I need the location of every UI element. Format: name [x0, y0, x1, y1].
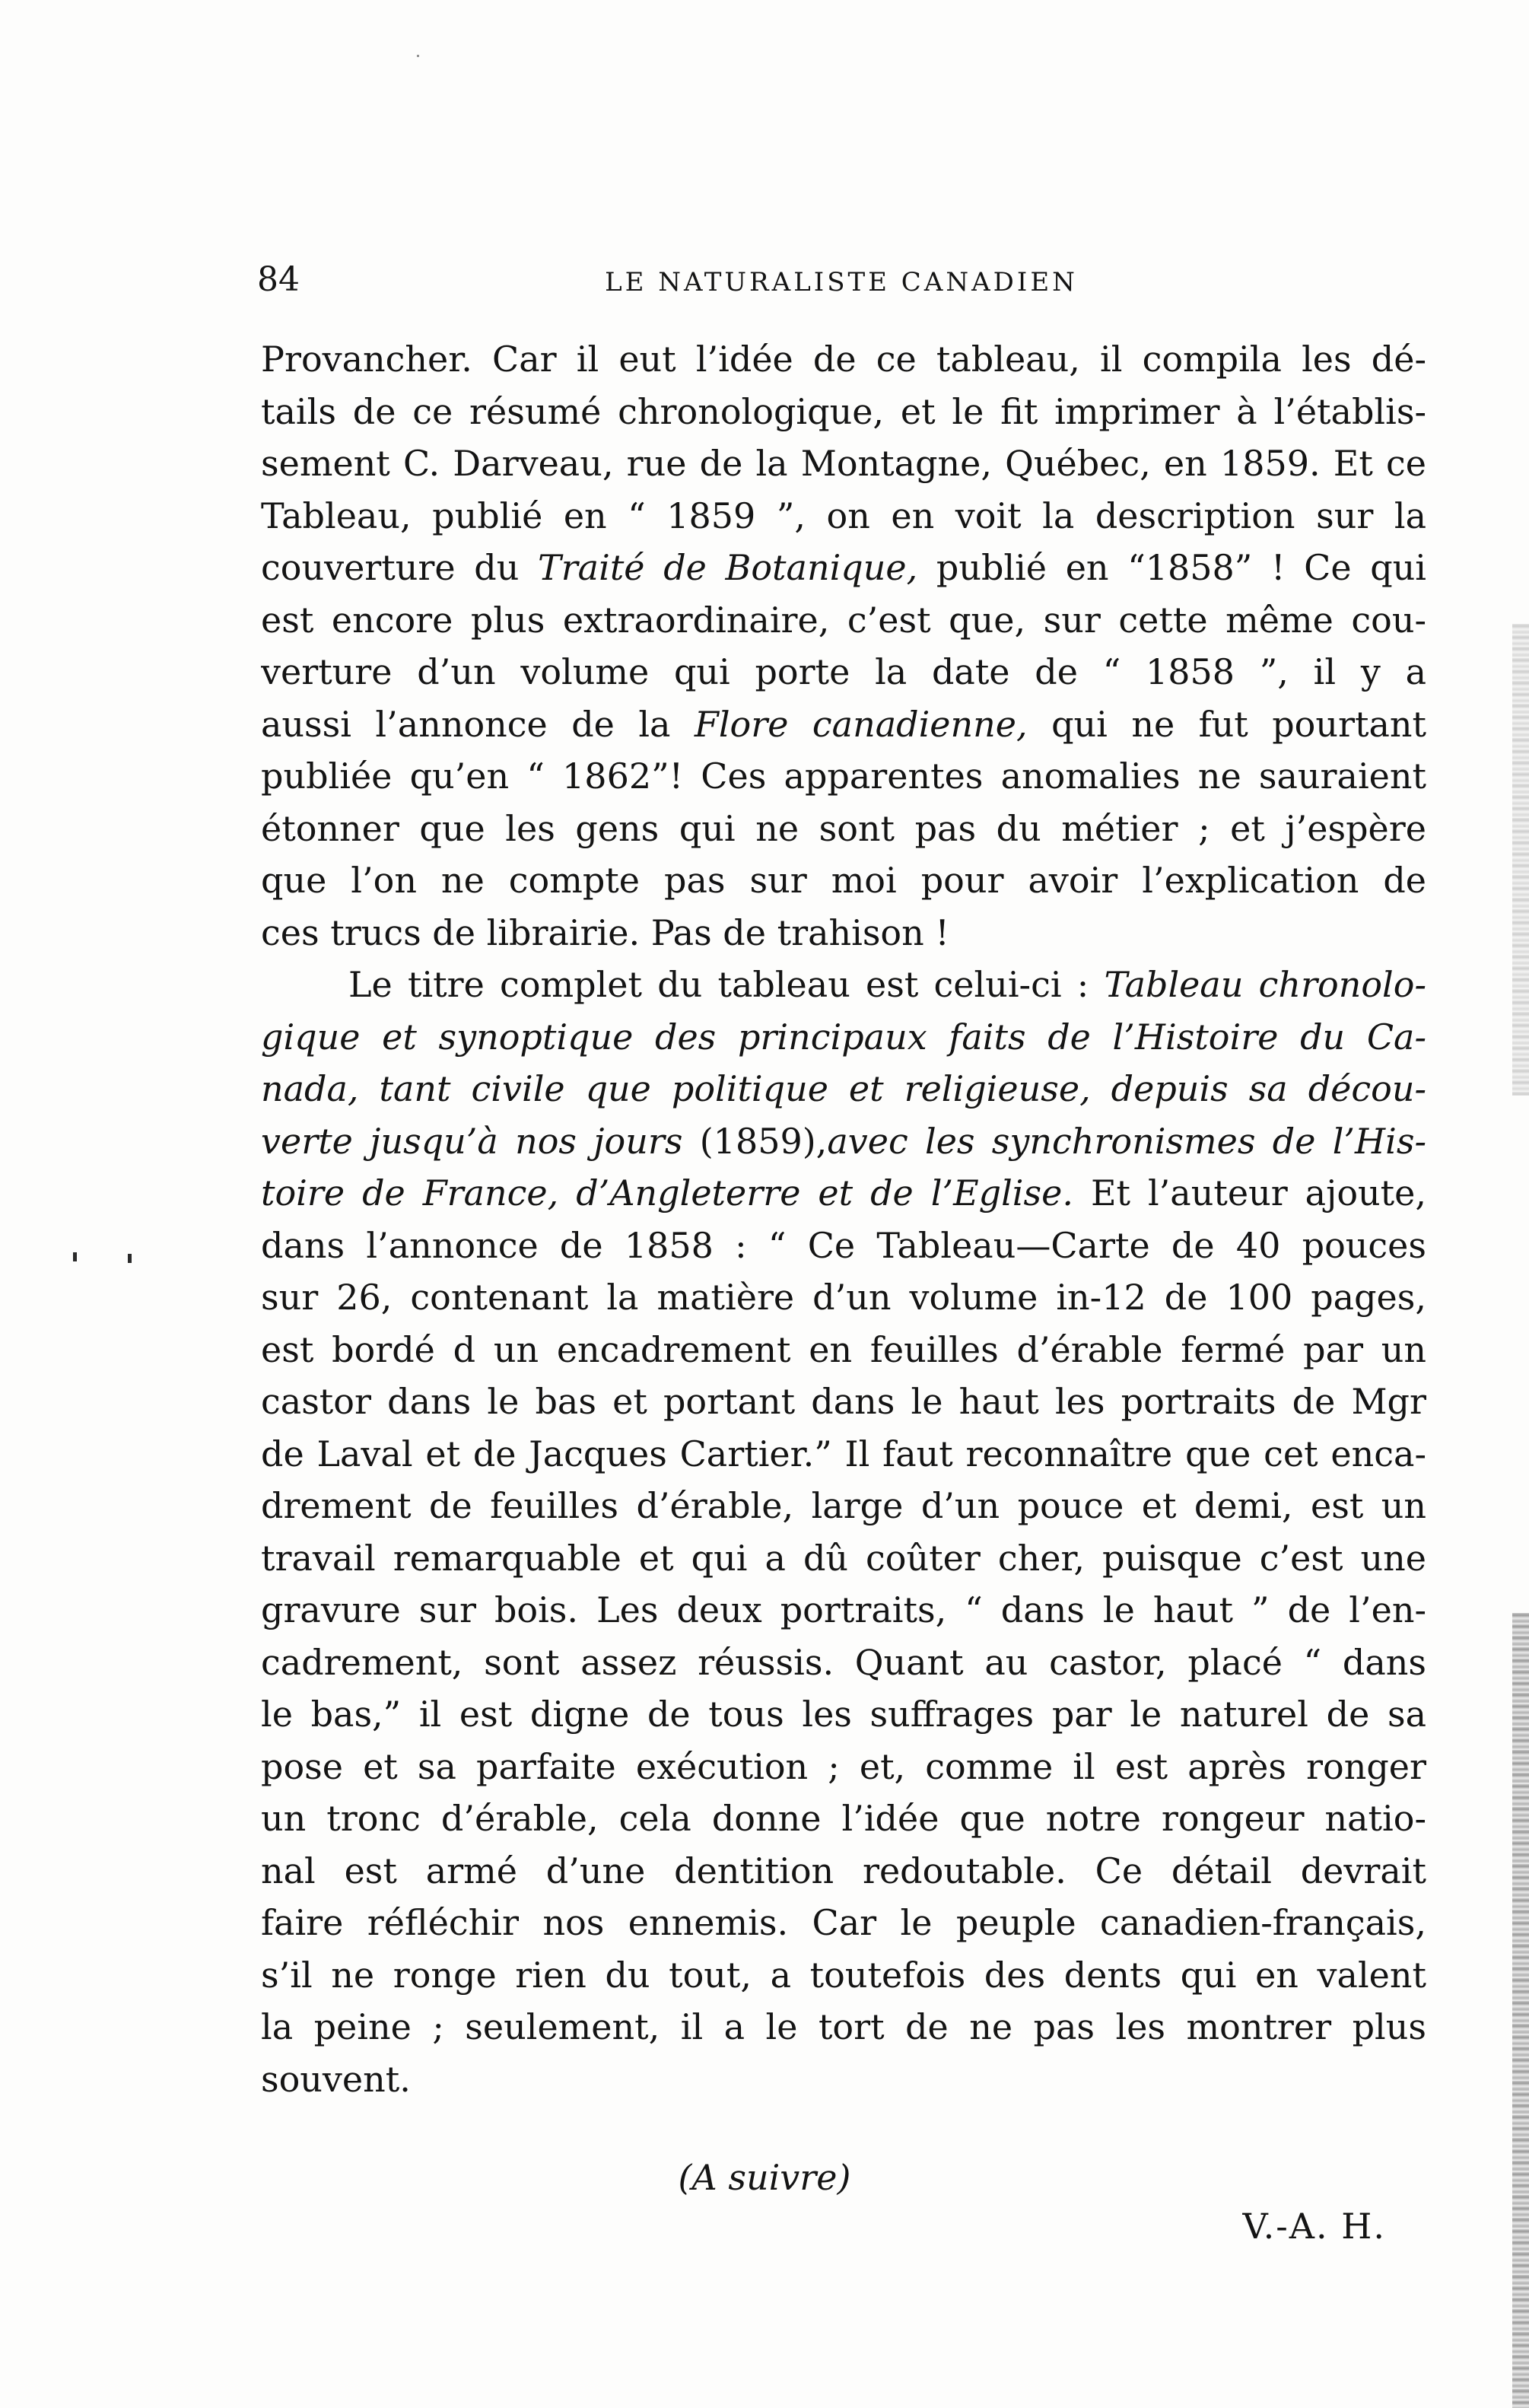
page-edge-shadow	[1512, 1613, 1529, 2408]
text-run: gravure sur bois. Les deux portraits, “ dans le haut ” de l’en-	[261, 1589, 1426, 1630]
text-line	[261, 333, 1426, 386]
body-text	[261, 333, 1426, 2105]
text-line	[261, 1220, 1426, 1272]
text-run: cadrement, sont assez réussis. Quant au castor, placé “ dans	[261, 1641, 1426, 1683]
text-line	[261, 1637, 1426, 1689]
text-run: publié en “1858” ! Ce qui	[917, 547, 1426, 588]
text-line	[261, 386, 1426, 438]
text-run: sement C. Darveau, rue de la Montagne, Québec, en 1859. Et ce	[261, 443, 1426, 484]
text-line	[261, 959, 1426, 1011]
italic-text: Traité de Botanique,	[538, 547, 918, 588]
text-run: couverture du	[261, 547, 539, 588]
text-line	[261, 2053, 1426, 2106]
text-line	[261, 1897, 1426, 1949]
text-run: ces trucs de librairie. Pas de trahison !	[261, 911, 949, 953]
text-line	[261, 1480, 1426, 1532]
italic-text: Flore canadienne,	[694, 703, 1028, 745]
to-be-continued-label: (A suivre)	[678, 2157, 851, 2198]
text-line	[261, 1688, 1426, 1741]
text-line	[261, 1271, 1426, 1324]
italic-text: gique et synoptique des principaux faits de l’Histoire du Ca-	[261, 1016, 1426, 1058]
text-run: publiée qu’en “ 1862”! Ces apparentes anomalies ne sauraient	[261, 755, 1426, 797]
text-line	[261, 1011, 1426, 1064]
text-run: verture d’un volume qui porte la date de “ 1858 ”, il y a	[261, 651, 1426, 692]
text-line	[261, 907, 1426, 959]
text-line	[261, 1428, 1426, 1481]
text-run: que l’on ne compte pas sur moi pour avoir l’explication de	[261, 860, 1426, 901]
text-line	[261, 854, 1426, 907]
text-run: tails de ce résumé chronologique, et le fit imprimer à l’établis-	[261, 390, 1426, 432]
text-run: Et l’auteur ajoute,	[1073, 1172, 1426, 1214]
italic-text: Tableau chronolo-	[1104, 964, 1426, 1005]
text-line	[261, 594, 1426, 647]
to-be-continued	[0, 2155, 1529, 2200]
italic-text: verte jusqu’à nos jours	[261, 1120, 683, 1162]
text-run: est encore plus extraordinaire, c’est que, sur cette même cou-	[261, 599, 1426, 641]
text-line	[261, 490, 1426, 542]
text-run: un tronc d’érable, cela donne l’idée que notre rongeur natio-	[261, 1798, 1426, 1839]
text-line	[261, 437, 1426, 490]
text-run: qui ne fut pourtant	[1027, 703, 1426, 745]
text-line	[261, 1063, 1426, 1115]
text-run: est bordé d un encadrement en feuilles d’érable fermé par un	[261, 1328, 1426, 1370]
text-run: castor dans le bas et portant dans le haut les portraits de Mgr	[261, 1381, 1426, 1422]
margin-speck	[73, 1252, 77, 1261]
text-line	[261, 1115, 1426, 1168]
text-line	[261, 1167, 1426, 1220]
text-line	[261, 1949, 1426, 2002]
page-edge-shadow	[1512, 624, 1529, 1096]
text-line	[261, 698, 1426, 751]
text-run: dans l’annonce de 1858 : “ Ce Tableau—Carte de 40 pouces	[261, 1224, 1426, 1266]
text-run: (1859),	[682, 1120, 828, 1162]
text-run: Provancher. Car il eut l’idée de ce tableau, il compila les dé-	[261, 339, 1426, 380]
text-line	[261, 1376, 1426, 1428]
text-line	[261, 750, 1426, 803]
text-run: souvent.	[261, 2058, 411, 2100]
text-run: faire réfléchir nos ennemis. Car le peuple canadien-français,	[261, 1902, 1426, 1943]
text-run: aussi l’annonce de la	[261, 703, 695, 745]
running-head	[257, 257, 1426, 310]
text-run: Tableau, publié en “ 1859 ”, on en voit la description sur la	[261, 495, 1426, 536]
text-run: la peine ; seulement, il a le tort de ne pas les montrer plus	[261, 2006, 1426, 2047]
page-number: 84	[257, 260, 300, 299]
text-line	[261, 542, 1426, 594]
text-run: travail remarquable et qui a dû coûter cher, puisque c’est une	[261, 1537, 1426, 1579]
text-run: Le titre complet du tableau est celui-ci :	[348, 964, 1105, 1005]
text-run: de Laval et de Jacques Cartier.” Il faut reconnaître que cet enca-	[261, 1433, 1426, 1474]
text-line	[261, 646, 1426, 698]
margin-speck	[128, 1254, 132, 1263]
text-line	[261, 803, 1426, 855]
margin-speck	[417, 55, 419, 57]
italic-text: avec les synchronismes de l’His-	[827, 1120, 1426, 1162]
text-run: le bas,” il est digne de tous les suffrages par le naturel de sa	[261, 1694, 1426, 1735]
text-run: sur 26, contenant la matière d’un volume in-12 de 100 pages,	[261, 1277, 1426, 1318]
text-line	[261, 2001, 1426, 2053]
italic-text: nada, tant civile que politique et religieuse, depuis sa décou-	[261, 1068, 1426, 1109]
author-signature: V.-A. H.	[1242, 2206, 1386, 2247]
text-run: drement de feuilles d’érable, large d’un pouce et demi, est un	[261, 1485, 1426, 1526]
text-line	[261, 1532, 1426, 1585]
text-line	[261, 1741, 1426, 1793]
italic-text: toire de France, d’Angleterre et de l’Eglise.	[261, 1172, 1073, 1214]
text-run: nal est armé d’une dentition redoutable. Ce détail devrait	[261, 1850, 1426, 1891]
text-run: s’il ne ronge rien du tout, a toutefois des dents qui en valent	[261, 1954, 1426, 1996]
text-line	[261, 1584, 1426, 1637]
text-line	[261, 1845, 1426, 1897]
text-run: étonner que les gens qui ne sont pas du métier ; et j’espère	[261, 807, 1426, 849]
text-line	[261, 1324, 1426, 1376]
journal-title: LE NATURALISTE CANADIEN	[605, 267, 1078, 297]
text-line	[261, 1792, 1426, 1845]
text-run: pose et sa parfaite exécution ; et, comme il est après ronger	[261, 1745, 1426, 1787]
